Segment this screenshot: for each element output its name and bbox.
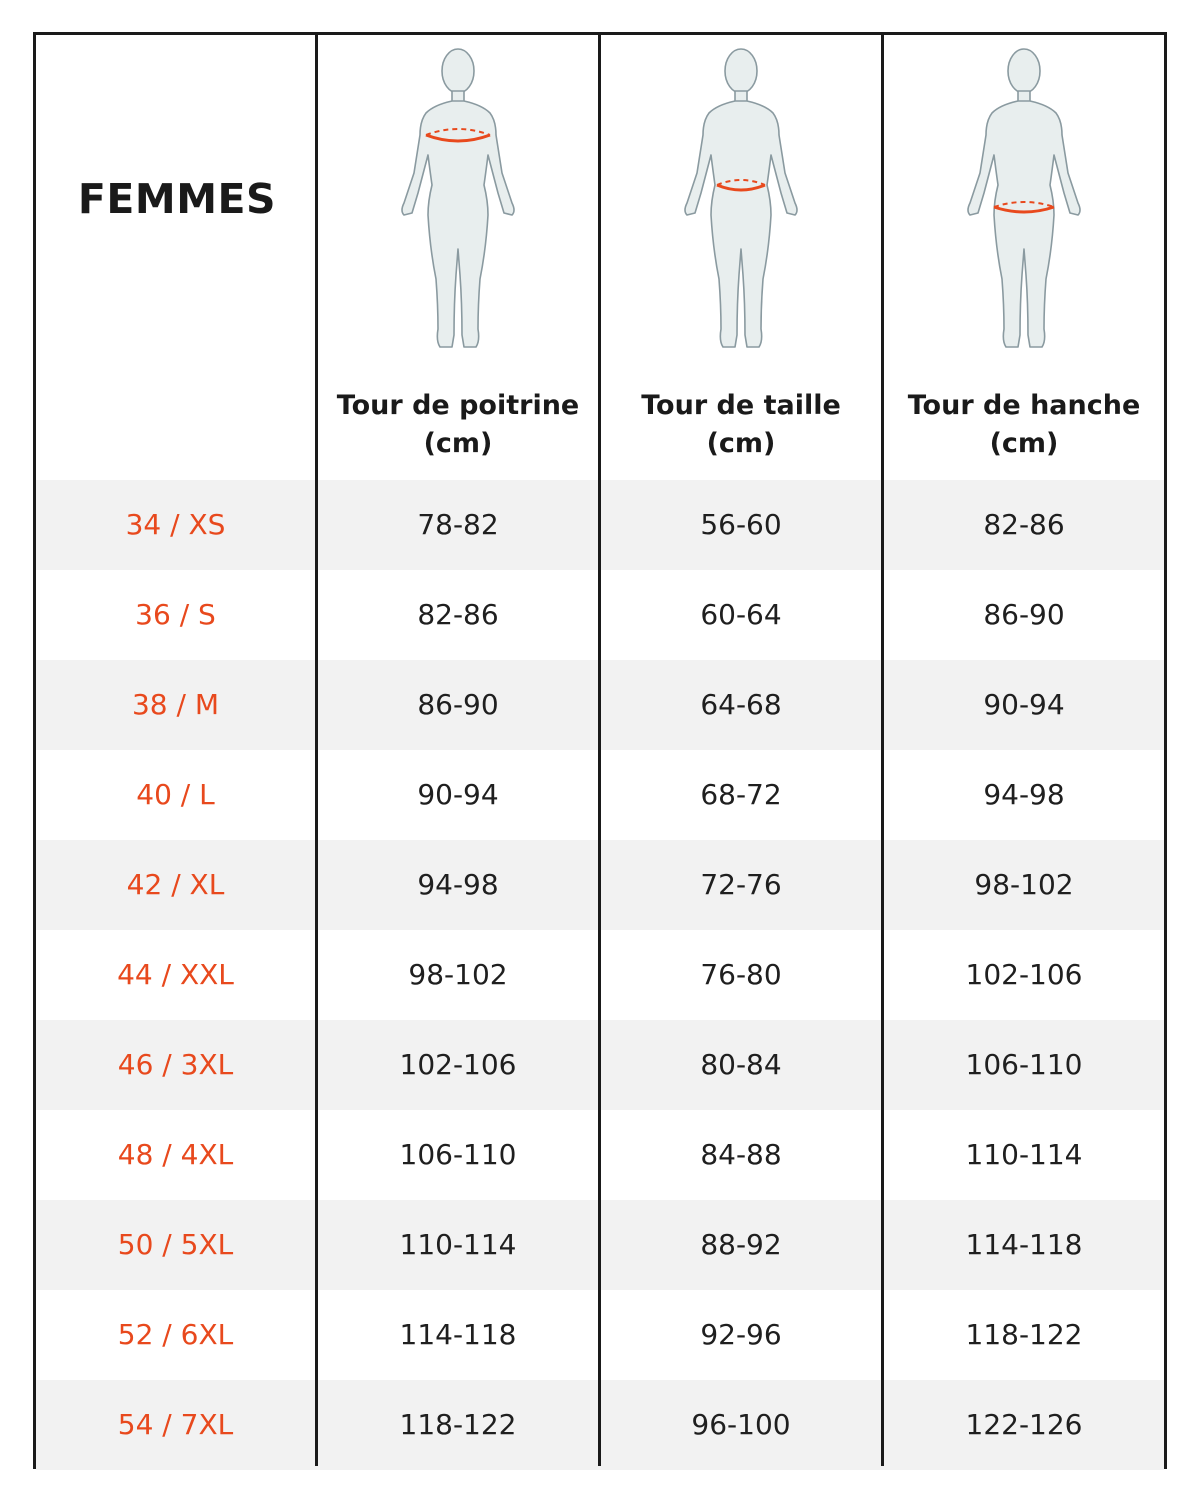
hip-value: 98-102 [974,868,1074,901]
hip-value: 106-110 [965,1048,1083,1081]
chest-value: 98-102 [408,958,508,991]
chest-value: 118-122 [399,1408,517,1441]
column-label-line1: Tour de taille [641,390,841,421]
column-label-hip [884,387,1164,463]
hip-value: 82-86 [983,508,1065,541]
size-label: 50 / 5XL [117,1228,234,1261]
female-body-waist-icon [657,43,825,359]
waist-value: 68-72 [700,778,782,811]
hip-value: 122-126 [965,1408,1083,1441]
waist-value: 96-100 [691,1408,791,1441]
female-body-hip-icon [940,43,1108,359]
column-header-hip [884,35,1164,480]
hip-value: 110-114 [965,1138,1083,1171]
column-label-line2: (cm) [989,428,1059,459]
hip-value: 114-118 [965,1228,1083,1261]
column-divider [315,35,318,1466]
waist-value: 56-60 [700,508,782,541]
size-label: 42 / XL [126,868,225,901]
chart-title: FEMMES [77,175,277,223]
chest-value: 106-110 [399,1138,517,1171]
hip-value: 86-90 [983,598,1065,631]
column-label-line2: (cm) [706,428,776,459]
waist-value: 76-80 [700,958,782,991]
chest-value: 82-86 [417,598,499,631]
waist-value: 92-96 [700,1318,782,1351]
chest-value: 94-98 [417,868,499,901]
column-divider [881,35,884,1466]
size-label: 54 / 7XL [117,1408,234,1441]
hip-value: 102-106 [965,958,1083,991]
hip-value: 118-122 [965,1318,1083,1351]
female-body-chest-icon [374,43,542,359]
size-label: 34 / XS [125,508,226,541]
size-label: 38 / M [131,688,220,721]
column-header-chest [318,35,598,480]
waist-value: 84-88 [700,1138,782,1171]
chest-value: 78-82 [417,508,499,541]
column-label-chest [318,387,598,463]
chest-value: 102-106 [399,1048,517,1081]
waist-value: 72-76 [700,868,782,901]
hip-value: 94-98 [983,778,1065,811]
size-label: 52 / 6XL [117,1318,234,1351]
waist-value: 60-64 [700,598,782,631]
size-label: 48 / 4XL [117,1138,234,1171]
waist-value: 88-92 [700,1228,782,1261]
column-label-line2: (cm) [423,428,493,459]
chest-value: 86-90 [417,688,499,721]
chest-value: 90-94 [417,778,499,811]
size-label: 36 / S [135,598,216,631]
waist-value: 64-68 [700,688,782,721]
chest-value: 114-118 [399,1318,517,1351]
size-chart [33,32,1167,1469]
chest-value: 110-114 [399,1228,517,1261]
size-label: 44 / XXL [117,958,234,991]
column-header-waist [601,35,881,480]
waist-value: 80-84 [700,1048,782,1081]
column-label-waist [601,387,881,463]
column-label-line1: Tour de poitrine [336,390,580,421]
size-label: 46 / 3XL [117,1048,234,1081]
size-label: 40 / L [136,778,215,811]
column-label-line1: Tour de hanche [907,390,1141,421]
hip-value: 90-94 [983,688,1065,721]
column-divider [598,35,601,1466]
